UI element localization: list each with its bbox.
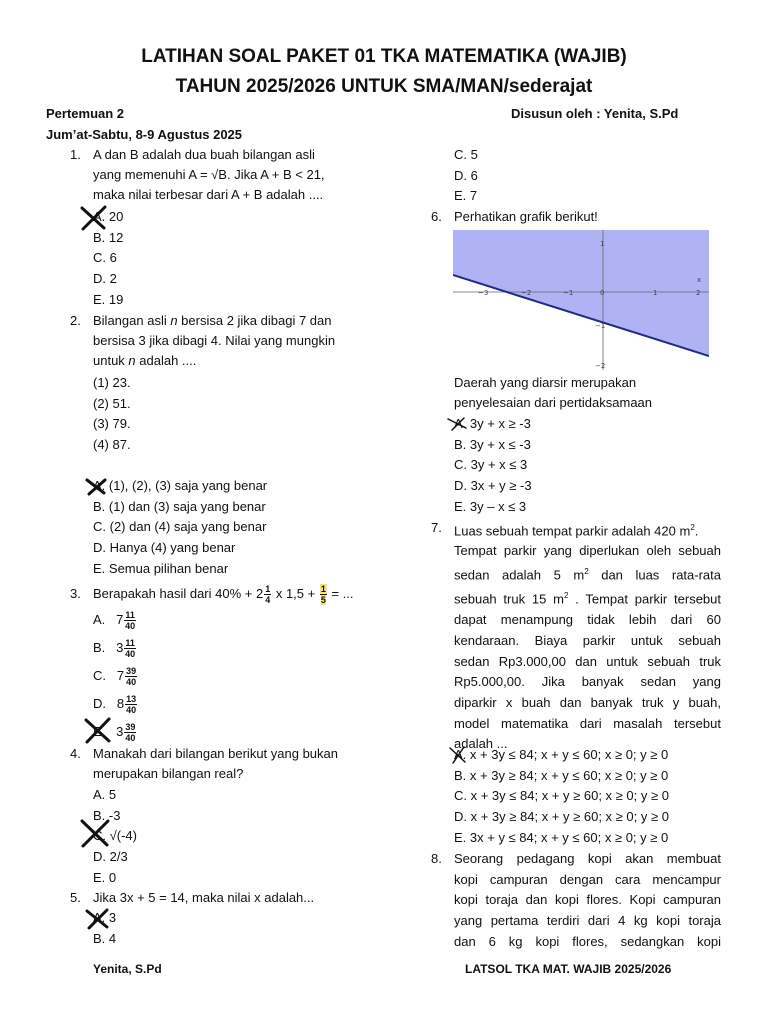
q3-number: 3. [70, 586, 81, 601]
q3-option-a[interactable]: A. 7 $\frac{11}{40}$ [93, 610, 136, 632]
q3-option-e[interactable]: E. 3 $\frac{39}{40}$ [93, 722, 136, 744]
q7-line: adalah ... [454, 736, 508, 752]
q8-line: dan 6 kg kopi flores, sedangkan kopi [454, 933, 721, 949]
q5-option-d[interactable]: D. 6 [454, 167, 478, 183]
q1-line: yang memenuhi A = √B. Jika A + B < 21, [93, 167, 325, 182]
y-tick-label: −2 [595, 362, 606, 370]
q1-option-b[interactable]: B. 12 [93, 229, 124, 245]
q4-line: merupakan bilangan real? [93, 766, 244, 781]
x-tick-label: −2 [521, 289, 532, 297]
q2-options [93, 476, 267, 579]
q7-line: sebuah truk 15 $m^2$ . Tempat parkir tersebut [454, 591, 722, 607]
q3-option-b[interactable]: B. 3 $\frac{11}{40}$ [93, 638, 136, 660]
q2-item: (3) 79. [93, 416, 131, 432]
q2-number: 2. [70, 313, 81, 328]
q6-option-a[interactable]: A. 3y + x ≥ -3 [454, 416, 531, 431]
q4-stem [93, 744, 338, 784]
q3-option-d[interactable]: D. 8 $\frac{13}{40}$ [93, 694, 137, 716]
x-tick-label: −1 [563, 289, 574, 297]
q7-line: sedan adalah 5 $m^2$ dan luas rata-rata [454, 567, 721, 583]
q1-number: 1. [70, 147, 81, 162]
q2-line: Bilangan asli n bersisa 2 jika dibagi 7 dan [93, 313, 332, 328]
x-tick-label: 1 [653, 289, 658, 297]
cross-mark-icon [82, 716, 114, 744]
q1-option-d[interactable]: D. 2 [93, 271, 117, 287]
q7-number: 7. [431, 520, 442, 535]
q2-item: (4) 87. [93, 437, 131, 453]
q7-line: kendaraan. Biaya parkir untuk sebuah [454, 632, 721, 648]
q1-option-e[interactable]: E. 19 [93, 291, 124, 307]
q8-line: yang pertama terdiri dari 4 kg kopi toraja [454, 913, 721, 929]
date-label: Jum’at-Sabtu, 8-9 Agustus 2025 [46, 127, 243, 142]
q8-line: kopi toraja dan kopi flores. Kopi campuran [454, 892, 721, 908]
q2-option-e[interactable]: E. Semua pilihan benar [93, 560, 229, 576]
q4-option-e[interactable]: E. 0 [93, 869, 117, 885]
q6-number: 6. [431, 209, 442, 224]
q6-option-e[interactable]: E. 3y – x ≤ 3 [454, 498, 527, 514]
q2-option-b[interactable]: B. (1) dan (3) saja yang benar [93, 498, 266, 514]
q7-line: Rp5.000,00. Jika banyak sedan yang [454, 674, 721, 690]
q1-line: maka nilai terbesar dari A + B adalah .... [93, 187, 324, 202]
q7-line: dapat menampung tidak lebih dari 60 [454, 612, 721, 628]
y-tick-label: −1 [595, 322, 606, 330]
author-label: Disusun oleh : Yenita, S.Pd [511, 106, 679, 121]
shaded-region [453, 230, 709, 356]
footer-title: LATSOL TKA MAT. WAJIB 2025/2026 [465, 962, 672, 976]
q7-line: Luas sebuah tempat parkir adalah 420 $m^2$. [454, 523, 699, 539]
q2-option-c[interactable]: C. (2) dan (4) saja yang benar [93, 519, 267, 535]
q2-item: (1) 23. [93, 375, 131, 390]
q2-line: untuk n adalah .... [93, 353, 197, 368]
q7-option-b[interactable]: B. x + 3y ≥ 84; x + y ≤ 60; x ≥ 0; y ≥ 0 [454, 767, 669, 783]
q7-line: diparkir x buah dan banyak truk y buah, [454, 694, 721, 710]
q4-number: 4. [70, 746, 81, 761]
meeting-label: Pertemuan 2 [46, 106, 125, 121]
cross-mark-icon [84, 478, 110, 496]
q6-after [454, 373, 652, 413]
q4-option-a[interactable]: A. 5 [93, 787, 117, 802]
q2-item: (2) 51. [93, 395, 131, 411]
q5-option-b[interactable]: B. 4 [93, 930, 117, 946]
q2-line: bersisa 3 jika dibagi 4. Nilai yang mungkin [93, 333, 336, 348]
q8-line: kopi campuran dengan cara mencampur [454, 871, 721, 887]
q7-option-e[interactable]: E. 3x + y ≤ 84; x + y ≤ 60; x ≥ 0; y ≥ 0 [454, 829, 669, 845]
q2-items [93, 373, 131, 456]
q6-option-b[interactable]: B. 3y + x ≤ -3 [454, 436, 531, 452]
q5-option-c[interactable]: C. 5 [454, 147, 478, 162]
cross-mark-icon [446, 416, 470, 432]
q5-options-col2 [454, 145, 478, 207]
q2-option-a[interactable]: A. (1), (2), (3) saja yang benar [93, 478, 268, 493]
q4-option-b[interactable]: B. -3 [93, 807, 121, 823]
q1-option-c[interactable]: C. 6 [93, 250, 117, 266]
cross-mark-icon [78, 818, 112, 848]
q4-option-c[interactable]: C. √(-4) [93, 828, 137, 844]
q7-options [454, 745, 669, 848]
q5-option-a[interactable]: A. 3 [93, 910, 117, 925]
q2-option-d[interactable]: D. Hanya (4) yang benar [93, 540, 236, 556]
q7-line: sedan Rp3.000,00 dan untuk sebuah truk [454, 653, 721, 669]
q8-stem [454, 849, 721, 953]
q6-option-d[interactable]: D. 3x + y ≥ -3 [454, 478, 532, 494]
q1-line: A dan B adalah dua buah bilangan asli [93, 147, 315, 162]
page-subtitle: TAHUN 2025/2026 UNTUK SMA/MAN/sederajat [175, 76, 593, 97]
q7-stem [454, 518, 721, 754]
x-axis-label: x [697, 276, 702, 284]
q3-stem: Berapakah hasil dari 40% + 2 $\frac{1}{4}$ x 1,5 + $\frac{1}{5}$ = ... [93, 584, 354, 606]
q5-option-e[interactable]: E. 7 [454, 188, 478, 204]
x-tick-label: 0 [600, 289, 605, 297]
q4-option-d[interactable]: D. 2/3 [93, 849, 128, 865]
cross-mark-icon [84, 908, 112, 930]
q5-number: 5. [70, 890, 81, 905]
q6-stem: Perhatikan grafik berikut! [454, 209, 598, 224]
q6-graph [453, 230, 709, 370]
cross-mark-icon [78, 205, 110, 231]
q2-stem [93, 311, 335, 371]
q7-option-c[interactable]: C. x + 3y ≤ 84; x + y ≥ 60; x ≥ 0; y ≥ 0 [454, 788, 669, 804]
q4-line: Manakah dari bilangan berikut yang bukan [93, 746, 339, 761]
q5-stem: Jika 3x + 5 = 14, maka nilai x adalah... [93, 890, 315, 905]
q6-line: penyelesaian dari pertidaksamaan [454, 395, 653, 410]
q6-line: Daerah yang diarsir merupakan [454, 375, 637, 390]
q7-line: Tempat parkir yang diperlukan oleh sebuah [454, 543, 721, 559]
q7-option-a[interactable]: A. x + 3y ≤ 84; x + y ≤ 60; x ≥ 0; y ≥ 0 [454, 747, 669, 762]
q8-number: 8. [431, 851, 442, 866]
q7-option-d[interactable]: D. x + 3y ≥ 84; x + y ≥ 60; x ≥ 0; y ≥ 0 [454, 809, 669, 825]
q1-stem [93, 145, 325, 205]
x-tick-label: −3 [478, 289, 489, 297]
y-tick-label: 1 [600, 240, 605, 248]
q1-option-a[interactable]: A. 20 [93, 209, 124, 224]
page-title: LATIHAN SOAL PAKET 01 TKA MATEMATIKA (WAJIB) [141, 46, 627, 67]
cross-mark-icon [447, 745, 469, 765]
q3-option-c[interactable]: C. 7 $\frac{39}{40}$ [93, 666, 137, 688]
q6-option-c[interactable]: C. 3y + x ≤ 3 [454, 457, 528, 473]
q8-line: Seorang pedagang kopi akan membuat [454, 851, 721, 866]
footer-author: Yenita, S.Pd [93, 962, 162, 976]
x-tick-label: 2 [696, 289, 701, 297]
q7-line: model matematika dari masalah tersebut [454, 715, 721, 731]
